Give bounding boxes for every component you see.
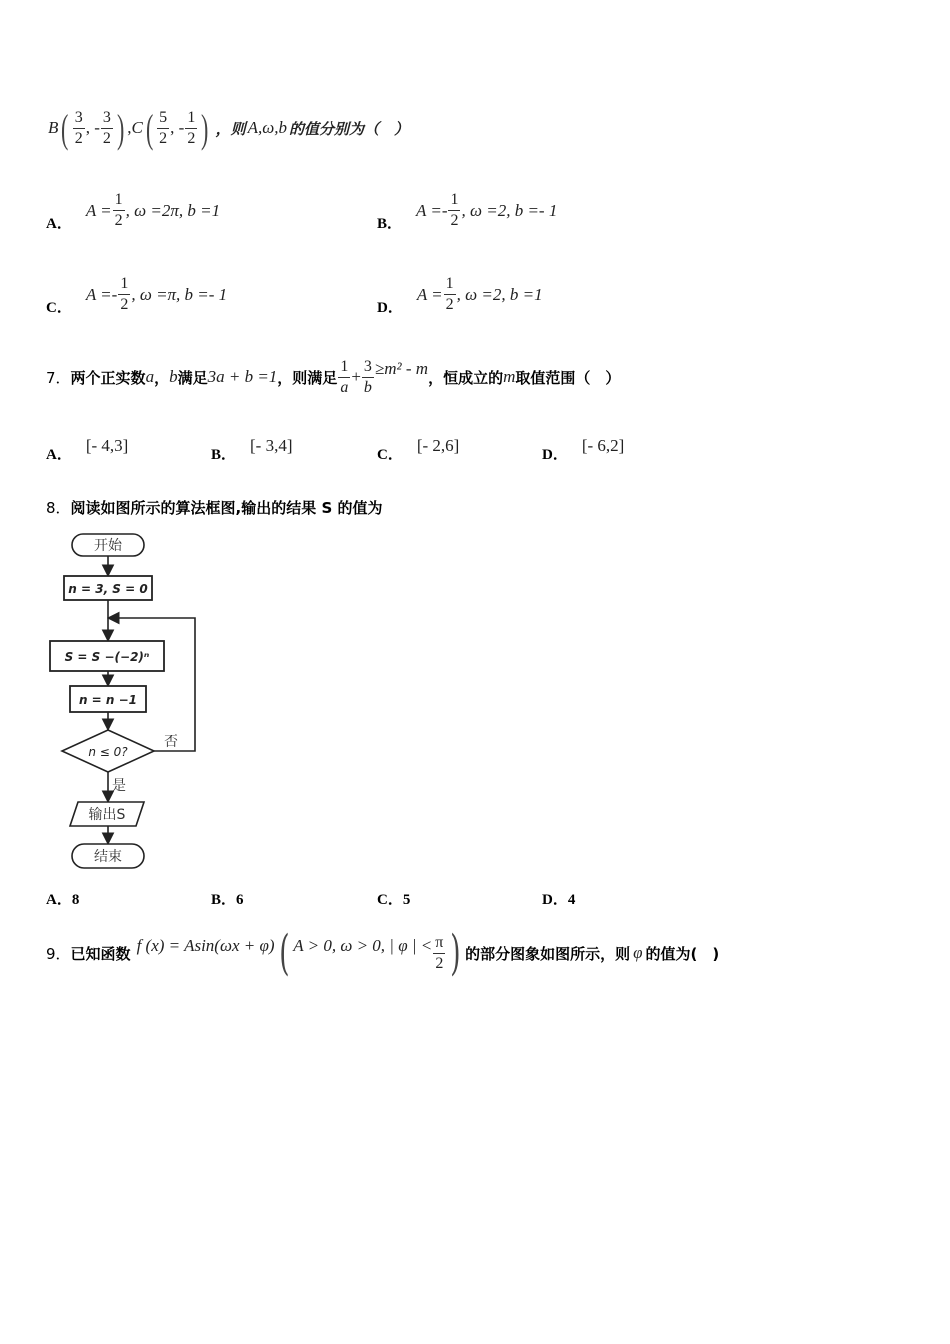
q8-text: 阅读如图所示的算法框图,输出的结果 S 的值为 bbox=[70, 499, 383, 517]
q9-text1: 已知函数 bbox=[70, 944, 131, 963]
q7-text1: 两个正实数 bbox=[70, 368, 146, 387]
q7-option-d[interactable] bbox=[542, 436, 624, 464]
option-label: D． bbox=[542, 447, 568, 463]
q7-option-b[interactable] bbox=[211, 436, 293, 464]
option-label: A． bbox=[46, 892, 72, 908]
option-pre: A = bbox=[85, 200, 112, 220]
option-label: A． bbox=[46, 447, 72, 463]
option-label: D． bbox=[542, 892, 568, 908]
q6-option-b[interactable] bbox=[377, 188, 557, 233]
q6-option-d[interactable] bbox=[377, 272, 543, 317]
q6-text: ，则 bbox=[215, 119, 246, 138]
option-value: 5 bbox=[402, 892, 411, 908]
q6-vars: A,ω,b bbox=[247, 118, 288, 137]
option-fraction: $\frac{1}{2}$ bbox=[114, 191, 123, 229]
paren-close: ) bbox=[201, 105, 209, 151]
flow-start-text: 开始 bbox=[94, 538, 122, 554]
c-y-fraction: $\frac{1}{2}$ bbox=[187, 108, 196, 147]
option-value: [- 2,6] bbox=[416, 436, 460, 455]
q9-text2: 的部分图象如图所示，则 bbox=[465, 944, 631, 963]
q7-text4: ，恒成立的 bbox=[428, 368, 504, 387]
q9-condition: A > 0, ω > 0, | φ | < bbox=[293, 936, 433, 955]
q7-var-b: b bbox=[169, 367, 178, 386]
q6-option-a[interactable] bbox=[46, 188, 220, 233]
option-label: C． bbox=[377, 892, 403, 908]
option-value: [- 4,3] bbox=[85, 436, 129, 455]
q9-pi-fraction: $\frac{\pi}{2}$ bbox=[435, 933, 444, 972]
option-post: , ω =2, b =1 bbox=[456, 284, 543, 304]
b-x-fraction: $\frac{3}{2}$ bbox=[74, 108, 83, 147]
paren-close: ) bbox=[450, 925, 461, 981]
q7-condition: 3a + b =1 bbox=[207, 367, 278, 386]
option-fraction: $\frac{1}{2}$ bbox=[450, 191, 459, 229]
question-number: 7． bbox=[46, 368, 71, 387]
flow-no-label: 否 bbox=[164, 734, 178, 750]
question-number: 9． bbox=[46, 944, 71, 963]
q9-var-phi: φ bbox=[633, 943, 643, 962]
option-pre: A =- bbox=[416, 200, 448, 220]
q8-option-c[interactable] bbox=[377, 888, 410, 909]
option-label: A． bbox=[46, 216, 72, 232]
q8-option-a[interactable] bbox=[46, 888, 79, 909]
point-c-label: C bbox=[131, 118, 143, 137]
flow-decrement-text: n = n −1 bbox=[78, 693, 138, 707]
c-x-fraction: $\frac{5}{2}$ bbox=[159, 108, 168, 147]
question-9 bbox=[46, 925, 720, 981]
q7-var-a: a bbox=[145, 367, 155, 386]
q7-sep: ， bbox=[154, 368, 170, 387]
q7-text3: ，则满足 bbox=[277, 368, 338, 387]
option-label: C． bbox=[377, 447, 403, 463]
option-value: [- 6,2] bbox=[581, 436, 625, 455]
flow-end-text: 结束 bbox=[94, 849, 122, 865]
q8-option-d[interactable] bbox=[542, 888, 575, 909]
flow-yes-label: 是 bbox=[112, 778, 126, 794]
paren-open: ( bbox=[145, 105, 154, 151]
q7-inequality: ≥m² - m bbox=[374, 359, 429, 378]
option-post: , ω =2, b =- 1 bbox=[461, 200, 558, 220]
q7-text5: 取值范围（ ） bbox=[515, 368, 621, 387]
option-label: D． bbox=[377, 300, 403, 316]
q6-suffix: 的值分别为（ ） bbox=[289, 119, 410, 138]
q6-option-c[interactable] bbox=[46, 272, 227, 317]
q7-plus: + bbox=[351, 367, 361, 386]
option-label: B． bbox=[211, 447, 237, 463]
flow-condition-text: n ≤ 0? bbox=[88, 745, 128, 759]
option-value: 8 bbox=[71, 892, 80, 908]
flow-output-text: 输出S bbox=[88, 807, 126, 823]
option-value: 4 bbox=[567, 892, 576, 908]
option-fraction: $\frac{1}{2}$ bbox=[445, 275, 454, 313]
question-number: 8． bbox=[46, 499, 71, 517]
b-y-fraction: $\frac{3}{2}$ bbox=[102, 108, 111, 147]
q7-option-a[interactable] bbox=[46, 436, 128, 464]
flow-update-text: S = S −(−2)ⁿ bbox=[64, 650, 150, 664]
option-pre: A =- bbox=[85, 284, 118, 304]
q7-frac2: $\frac{3}{b}$ bbox=[363, 357, 372, 396]
q9-text3: 的值为( ) bbox=[645, 944, 720, 963]
option-post: , ω =2π, b =1 bbox=[125, 200, 221, 220]
paren-close: ) bbox=[116, 105, 125, 151]
option-fraction: $\frac{1}{2}$ bbox=[120, 275, 129, 313]
q7-var-m: m bbox=[503, 367, 516, 386]
q7-text2: 满足 bbox=[177, 368, 208, 387]
option-label: B． bbox=[377, 216, 403, 232]
flow-init-text: n = 3, S = 0 bbox=[68, 582, 148, 596]
option-label: C． bbox=[46, 300, 72, 316]
flowchart bbox=[40, 528, 220, 874]
q6-points-line: B ( $\frac{3}{2}$ , - $\frac{3}{2}$ ) , C ( $\frac{5}{2}$ , - $\frac{1}{2}$ ) ，则 A,ω,b 的值分别为（ ） bbox=[48, 105, 410, 151]
question-7 bbox=[46, 352, 620, 402]
q7-frac1: $\frac{1}{a}$ bbox=[340, 357, 349, 396]
option-post: , ω =π, b =- 1 bbox=[131, 284, 228, 304]
point-b-label: B bbox=[48, 118, 59, 137]
option-pre: A = bbox=[416, 284, 443, 304]
paren-open: ( bbox=[61, 105, 69, 151]
option-value: [- 3,4] bbox=[250, 436, 293, 455]
q8-option-b[interactable] bbox=[211, 888, 244, 909]
q9-function: f (x) = Asin(ωx + φ) bbox=[136, 936, 275, 955]
question-8 bbox=[46, 497, 383, 518]
q7-option-c[interactable] bbox=[377, 436, 459, 464]
option-value: 6 bbox=[236, 892, 244, 908]
paren-open: ( bbox=[278, 925, 290, 981]
option-label: B． bbox=[211, 892, 237, 908]
